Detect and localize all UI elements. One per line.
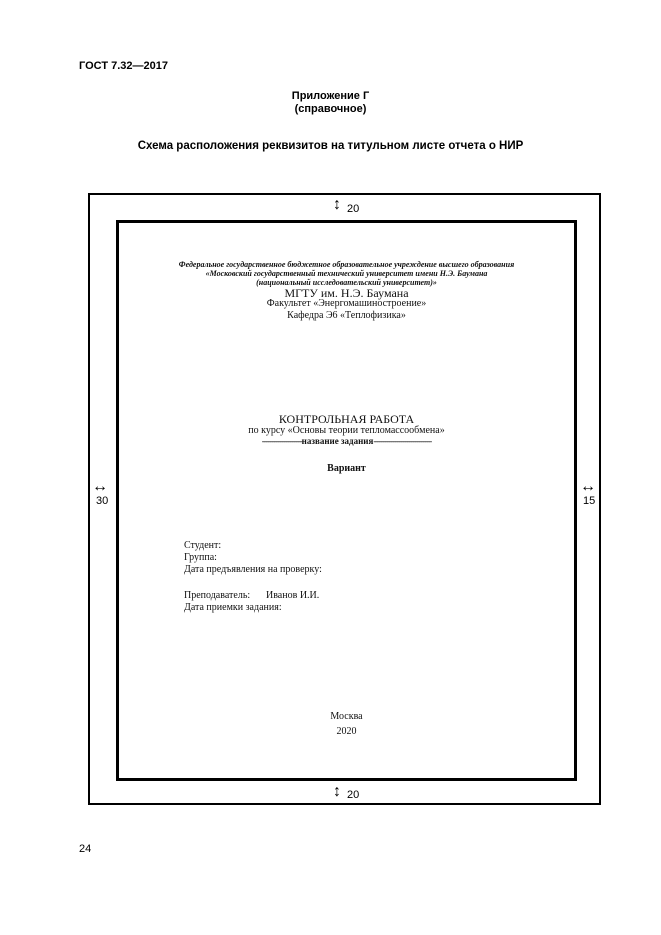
- scheme-title: Схема расположения реквизитов на титульном листе отчета о НИР: [137, 140, 524, 152]
- year: 2020: [336, 726, 357, 737]
- org-line-3: (национальный исследовательский университет)»: [256, 278, 437, 287]
- top-margin-arrow-icon: ↕: [333, 196, 341, 213]
- org-line-1: Федеральное государственное бюджетное образовательное учреждение высшего образования: [178, 260, 515, 269]
- task-name-line: --------------------название задания-----------------------------: [261, 436, 432, 446]
- left-margin-arrow-icon: ↔: [92, 478, 108, 495]
- accept-date-label: Дата приемки задания:: [184, 602, 282, 613]
- bottom-margin-value: 20: [347, 789, 360, 801]
- group-label: Группа:: [184, 552, 217, 563]
- course-line: по курсу «Основы теории тепломассообмена»: [248, 425, 445, 436]
- teacher-label: Преподаватель:: [184, 590, 251, 601]
- left-margin-value: 30: [96, 495, 109, 507]
- bottom-margin-arrow-icon: ↕: [333, 783, 341, 800]
- faculty: Факультет «Энергомашиностроение»: [266, 298, 427, 309]
- variant: Вариант: [327, 463, 366, 474]
- teacher-name: Иванов И.И.: [266, 590, 320, 601]
- task-name: название задания: [301, 436, 374, 446]
- standard-header: ГОСТ 7.32—2017: [79, 60, 168, 72]
- university-short-name: МГТУ им. Н.Э. Баумана: [284, 286, 409, 300]
- right-margin-value: 15: [583, 495, 596, 507]
- appendix-title: Приложение Г: [291, 90, 370, 102]
- department: Кафедра Э6 «Теплофизика»: [287, 310, 406, 321]
- right-margin-arrow-icon: ↔: [580, 478, 596, 495]
- page-number: 24: [79, 843, 92, 855]
- student-label: Студент:: [184, 540, 222, 551]
- appendix-subtitle: (справочное): [294, 103, 367, 115]
- top-margin-value: 20: [347, 203, 360, 215]
- org-line-2: «Московский государственный технический университет имени Н.Э. Баумана: [205, 269, 488, 278]
- work-type: КОНТРОЛЬНАЯ РАБОТА: [278, 412, 415, 426]
- city: Москва: [330, 711, 363, 722]
- submit-date-label: Дата предъявления на проверку:: [184, 564, 322, 575]
